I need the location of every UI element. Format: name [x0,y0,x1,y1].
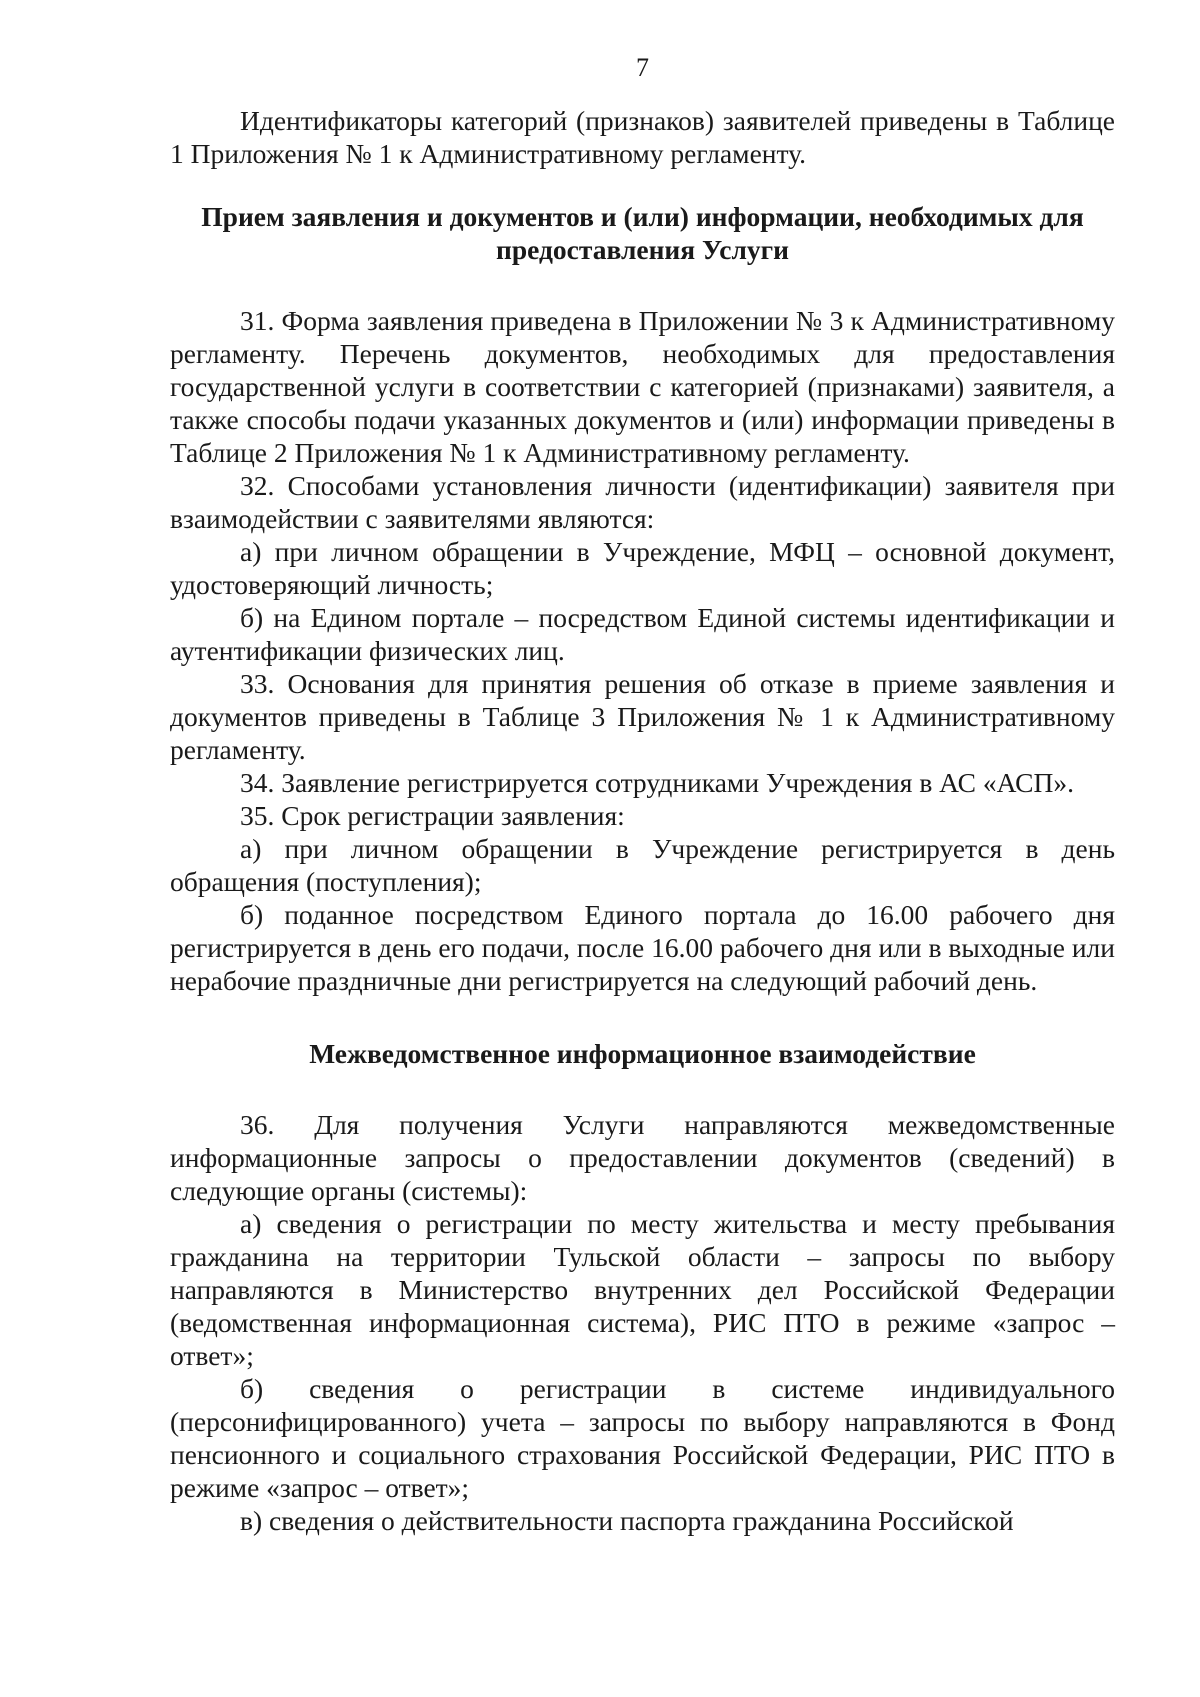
paragraph-35-a: а) при личном обращении в Учреждение регистрируется в день обращения (поступления); [170,833,1115,897]
paragraph-35-b: б) поданное посредством Единого портала до 16.00 рабочего дня регистрируется в день его подачи, после 16.00 рабочего дня или в выходные или нерабочие праздничные дни регистрируется на следующий рабочий день. [170,899,1115,996]
document-page [170,50,1115,1537]
paragraph-34: 34. Заявление регистрируется сотрудниками Учреждения в АС «АСП». [240,767,1074,798]
paragraph-36-b: б) сведения о регистрации в системе индивидуального (персонифицированного) учета – запросы по выбору направляются в Фонд пенсионного и социального страхования Российской Федерации, РИС ПТО в режиме «запрос – ответ»; [170,1373,1115,1503]
paragraph-32-b: б) на Едином портале – посредством Единой системы идентификации и аутентификации физических лиц. [170,602,1115,666]
section-heading-reception: Прием заявления и документов и (или) информации, необходимых для предоставления Услуги [201,201,1084,265]
paragraph-35: 35. Срок регистрации заявления: [240,800,625,831]
paragraph-31: 31. Форма заявления приведена в Приложении № 3 к Административному регламенту. Перечень документов, необходимых для предоставления государственной услуги в соответствии с категорией (признаками) заявителя, а также способы подачи указанных документов и (или) информации приведены в Таблице 2 Приложения № 1 к Административному регламенту. [170,305,1115,468]
paragraph-32-a: а) при личном обращении в Учреждение, МФЦ – основной документ, удостоверяющий личность; [170,536,1115,600]
intro-paragraph: Идентификаторы категорий (признаков) заявителей приведены в Таблице 1 Приложения № 1 к Административному регламенту. [170,105,1115,169]
paragraph-32: 32. Способами установления личности (идентификации) заявителя при взаимодействии с заявителями являются: [170,470,1115,534]
paragraph-36-a: а) сведения о регистрации по месту жительства и месту пребывания гражданина на территории Тульской области – запросы по выбору направляются в Министерство внутренних дел Российской Федерации (ведомственная информационная система), РИС ПТО в режиме «запрос – ответ»; [170,1208,1115,1371]
section-reception-body [170,304,1115,997]
paragraph-36-c: в) сведения о действительности паспорта гражданина Российской [240,1505,1014,1536]
section-interagency-body [170,1108,1115,1537]
section-heading-interagency: Межведомственное информационное взаимодействие [309,1038,976,1069]
paragraph-36: 36. Для получения Услуги направляются межведомственные информационные запросы о предоставлении документов (сведений) в следующие органы (системы): [170,1109,1115,1206]
paragraph-33: 33. Основания для принятия решения об отказе в приеме заявления и документов приведены в Таблице 3 Приложения № 1 к Административному регламенту. [170,668,1115,765]
page-number: 7 [636,53,649,82]
